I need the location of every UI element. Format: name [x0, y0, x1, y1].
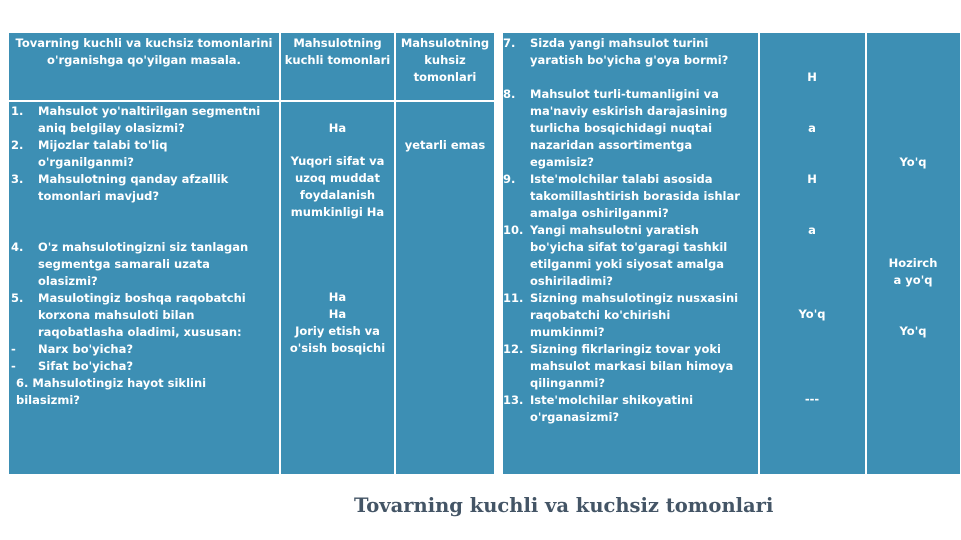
strong-answer: Yo'q [798, 307, 826, 321]
strong-answer: a [808, 121, 816, 135]
strong-answer: Yuqori sifat va uzoq muddat foydalanish mumkinligi Ha [290, 154, 385, 219]
list-item: 10. Yangi mahsulotni yaratish bo'yicha sifat to'garagi tashkil etilganmi yoki siyosat amalga oshiriladimi? [503, 223, 728, 288]
strong-answer: H [807, 172, 817, 186]
left-table [9, 33, 494, 474]
header-strong: Mahsulotning kuchli tomonlari [284, 36, 391, 67]
strong-answer: Ha [328, 121, 347, 135]
header-divider [9, 100, 494, 102]
list-item: 5. Masulotingiz boshqa raqobatchi korxona mahsuloti bilan raqobatlasha oladimi, xususan: [11, 291, 246, 339]
list-item: 2. Mijozlar talabi to'liq o'rganilganmi? [11, 138, 168, 169]
column-divider [758, 33, 760, 474]
weak-answer: yetarli emas [404, 138, 486, 152]
right-table [503, 33, 960, 474]
list-item: 7. Sizda yangi mahsulot turini yaratish bo'yicha g'oya bormi? [503, 36, 729, 67]
strong-answer: Ha [328, 307, 347, 321]
weak-answer: Yo'q [899, 155, 927, 169]
list-item: 8. Mahsulot turli-tumanligini va ma'naviy eskirish darajasining turlicha bosqichidagi nuqtai nazaridan assortimentga egamisiz? [503, 87, 728, 169]
header-weak: Mahsulotning kuhsiz tomonlari [400, 36, 490, 84]
slide-caption: Tovarning kuchli va kuchsiz tomonlari [354, 494, 774, 517]
list-item: 1. Mahsulot yo'naltirilgan segmentni aniq belgilay olasizmi? [11, 104, 261, 135]
question-list [503, 35, 743, 426]
list-item: 4. O'z mahsulotingizni siz tanlagan segmentga samarali uzata olasizmi? [11, 240, 249, 288]
list-item: - Narx bo'yicha? [11, 342, 134, 356]
question-list [11, 103, 266, 409]
list-item: 9. Iste'molchilar talabi asosida takomillashtirish borasida ishlar amalga oshirilganmi? [503, 172, 740, 220]
list-item: 6. Mahsulotingiz hayot siklini bilasizmi? [16, 376, 207, 407]
header-question: Tovarning kuchli va kuchsiz tomonlarini o'rganishga qo'yilgan masala. [15, 36, 273, 67]
list-item: - Sifat bo'yicha? [11, 359, 134, 373]
column-divider [865, 33, 867, 474]
list-item: 11. Sizning mahsulotingiz nusxasini raqobatchi ko'chirishi mumkinmi? [503, 291, 739, 339]
strong-answer: --- [804, 392, 820, 406]
list-item: 13. Iste'molchilar shikoyatini o'rganasizmi? [503, 393, 694, 424]
strong-answer: Ha [328, 290, 347, 304]
weak-answer: Yo'q [899, 324, 927, 338]
list-item: 12. Sizning fikrlaringiz tovar yoki mahsulot markasi bilan himoya qilinganmi? [503, 342, 734, 390]
strong-answer: H [807, 70, 817, 84]
weak-answer: Hozirch a yo'q [888, 256, 938, 287]
strong-answer: Joriy etish va o'sish bosqichi [289, 324, 386, 355]
list-item: 3. Mahsulotning qanday afzallik tomonlari mavjud? [11, 172, 229, 203]
strong-answer: a [808, 223, 816, 237]
